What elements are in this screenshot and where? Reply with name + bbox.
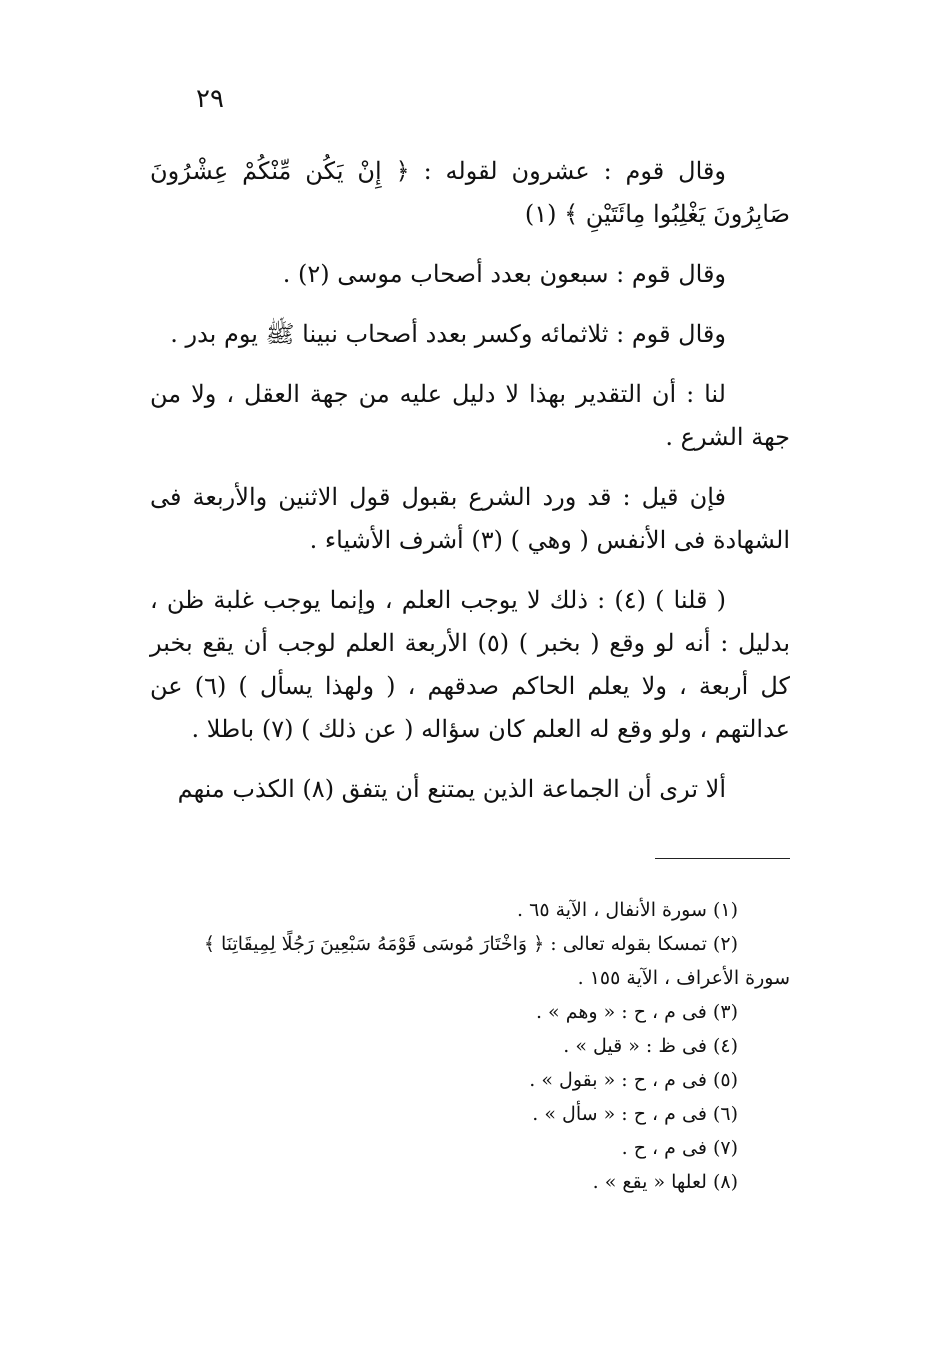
footnotes: [150, 893, 790, 1199]
footnote-6: (٦) فى م ، ح : « سأل » .: [532, 1103, 738, 1125]
footnote-7: (٧) فى م ، ح .: [621, 1137, 738, 1159]
footnote-1: (١) سورة الأنفال ، الآية ٦٥ .: [517, 899, 738, 921]
footnote-2-continuation: سورة الأعراف ، الآية ١٥٥ .: [577, 967, 790, 989]
paragraph-6: ( قلنا ) (٤) : ذلك لا يوجب العلم ، وإنما يوجب غلبة ظن ، بدليل : أنه لو وقع ( بخبر ) (٥) الأربعة العلم لوجب أن يقع بخبر كل أربعة ، ولا يعلم الحاكم صدقهم ، ( ولهذا يسأل ) (٦) عن عدالتهم ، ولو وقع له العلم كان سؤاله ( عن ذلك ) (٧) باطلا .: [150, 586, 790, 743]
footnote-8: (٨) لعلها « يقع » .: [592, 1171, 738, 1193]
page-number: ٢٩: [196, 84, 224, 114]
footnote-4: (٤) فى ظ : « قيل » .: [563, 1035, 738, 1057]
paragraph-7: ألا ترى أن الجماعة الذين يمتنع أن يتفق (٨) الكذب منهم: [177, 775, 726, 803]
paragraph-4: لنا : أن التقدير بهذا لا دليل عليه من جهة العقل ، ولا من جهة الشرع .: [150, 380, 790, 451]
footnote-2: (٢) تمسكا بقوله تعالى : ﴿ وَاخْتَارَ مُوسَى قَوْمَهُ سَبْعِينَ رَجُلًا لِمِيقَاتِنَا ﴾: [203, 933, 738, 955]
main-text: [150, 150, 790, 828]
paragraph-3: وقال قوم : ثلاثمائه وكسر بعدد أصحاب نبينا ﷺ يوم بدر .: [170, 320, 726, 348]
paragraph-1: وقال قوم : عشرون لقوله : ﴿ إِنْ يَكُن مِّنْكُمْ عِشْرُونَ صَابِرُونَ يَغْلِبُوا مِائَتَيْنِ ﴾ (١): [150, 157, 790, 228]
footnote-3: (٣) فى م ، ح : « وهم » .: [535, 1001, 738, 1023]
paragraph-5: فإن قيل : قد ورد الشرع بقبول قول الاثنين والأربعة فى الشهادة فى الأنفس ( وهي ) (٣) أشرف الأشياء .: [150, 483, 790, 554]
paragraph-2: وقال قوم : سبعون بعدد أصحاب موسى (٢) .: [282, 260, 726, 288]
footnote-5: (٥) فى م ، ح : « بقول » .: [529, 1069, 738, 1091]
footnote-divider: [655, 858, 790, 859]
